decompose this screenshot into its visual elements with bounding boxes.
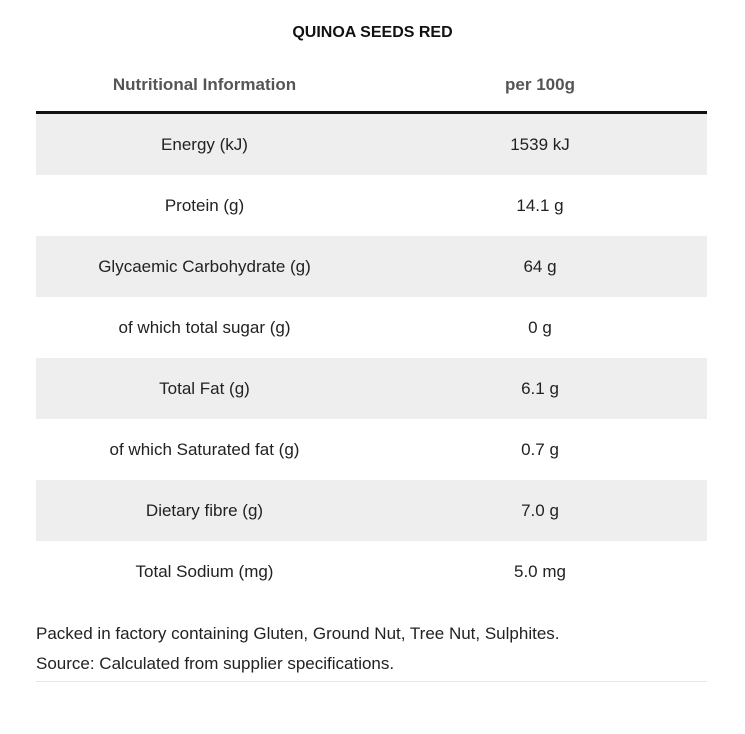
nutrient-value: 6.1 g [521, 378, 559, 398]
table-row [36, 541, 707, 602]
nutrient-value: 64 g [523, 256, 557, 276]
nutrient-value: 14.1 g [516, 195, 564, 215]
nutrient-label: of which total sugar (g) [118, 317, 291, 337]
table-row [36, 175, 707, 236]
nutrient-value: 7.0 g [521, 500, 559, 520]
footnotes [36, 619, 707, 682]
source-note: Source: Calculated from supplier specifications. [36, 654, 395, 673]
nutrient-label: Total Fat (g) [159, 378, 250, 398]
nutrient-value: 1539 kJ [510, 134, 570, 154]
table-row [36, 297, 707, 358]
nutrient-label: Total Sodium (mg) [135, 561, 274, 581]
allergen-note: Packed in factory containing Gluten, Ground Nut, Tree Nut, Sulphites. [36, 624, 560, 643]
nutrient-value: 0.7 g [521, 439, 559, 459]
nutrient-label: Energy (kJ) [161, 134, 248, 154]
nutrient-label: of which Saturated fat (g) [109, 439, 300, 459]
header-per-100g: per 100g [505, 74, 575, 94]
nutrition-table [36, 58, 707, 602]
header-nutritional-information: Nutritional Information [112, 74, 297, 94]
table-row [36, 236, 707, 297]
table-row [36, 419, 707, 480]
nutrient-value: 5.0 mg [514, 561, 566, 581]
table-header-row [36, 58, 707, 114]
nutrient-label: Glycaemic Carbohydrate (g) [98, 256, 311, 276]
table-row [36, 114, 707, 175]
table-row [36, 480, 707, 541]
nutrient-label: Dietary fibre (g) [145, 500, 264, 520]
page-title: QUINOA SEEDS RED [292, 24, 453, 41]
nutrient-value: 0 g [528, 317, 552, 337]
table-row [36, 358, 707, 419]
nutrient-label: Protein (g) [164, 195, 245, 215]
